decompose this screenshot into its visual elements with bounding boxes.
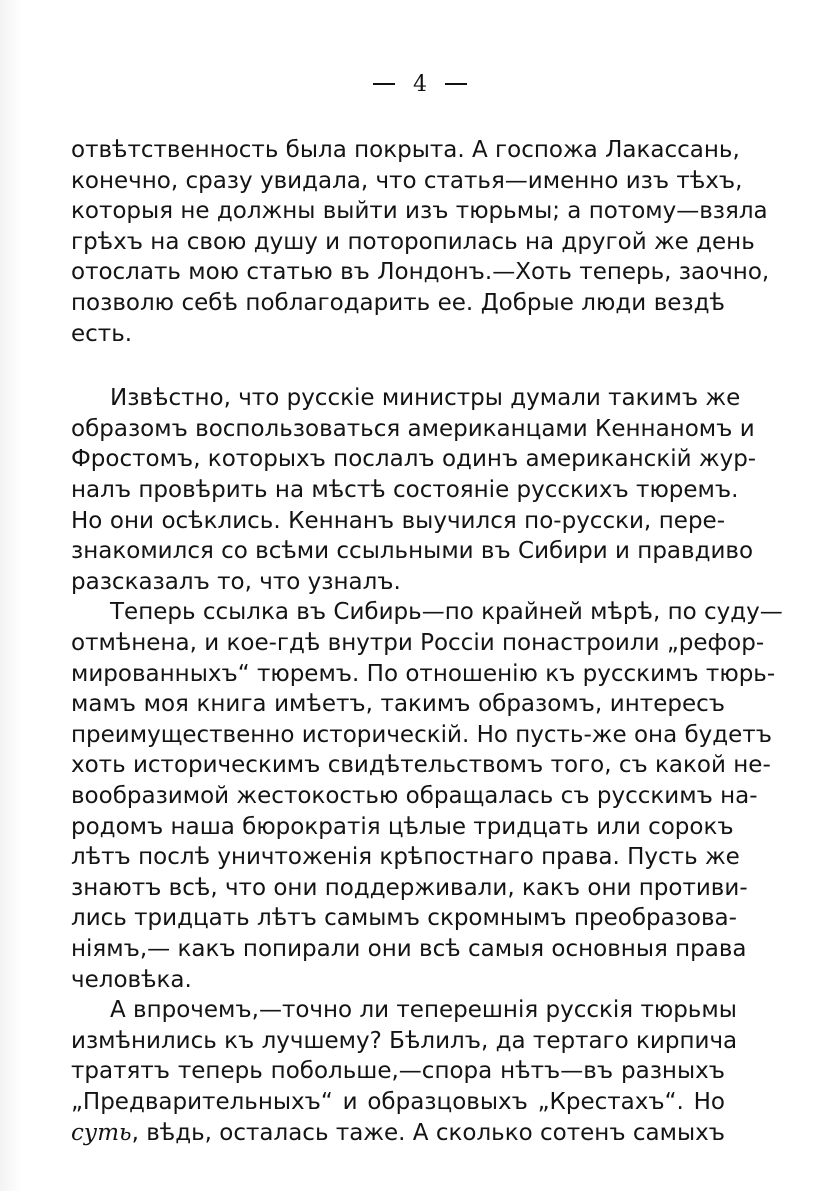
text-line: отвѣтственность была покрыта. А госпожа Лакассань, bbox=[71, 137, 740, 163]
text-line: отослать мою статью въ Лондонъ.—Хоть теперь, заочно, bbox=[71, 259, 770, 285]
text-line: конечно, сразу увидала, что статья—именно изъ тѣхъ, bbox=[71, 168, 743, 194]
text-line: Извѣстно, что русскіе министры думали такимъ же bbox=[110, 385, 741, 411]
text-line: знакомился со всѣми ссыльными въ Сибири и правдиво bbox=[71, 538, 754, 564]
text-line: „Предварительныхъ“ и образцовыхъ „Крестахъ“. Но bbox=[71, 1089, 725, 1115]
text-line: Фростомъ, которыхъ послалъ одинъ американскій жур- bbox=[71, 446, 757, 472]
page-number: 4 bbox=[413, 72, 427, 97]
text-line: образомъ воспользоваться американцами Кеннаномъ и bbox=[71, 416, 755, 442]
text-line bbox=[71, 1118, 725, 1149]
text-line: Теперь ссылка въ Сибирь—по крайней мѣрѣ, по суду— bbox=[110, 599, 783, 625]
text-line: Но они осѣклись. Кеннанъ выучился по-русски, пере- bbox=[71, 508, 725, 534]
text-line: хоть историческимъ свидѣтельствомъ того, съ какой не- bbox=[71, 752, 771, 778]
text-line: мированныхъ“ тюремъ. По отношенію къ русскимъ тюрь- bbox=[71, 661, 776, 687]
text-line: позволю себѣ поблагодарить ее. Добрые люди вездѣ bbox=[71, 290, 725, 316]
text-line: отмѣнена, и кое-гдѣ внутри Россіи понастроили „рефор- bbox=[71, 630, 765, 656]
header-dash-left bbox=[373, 83, 395, 85]
text-line: лѣтъ послѣ уничтоженія крѣпостнаго права. Пусть же bbox=[71, 844, 740, 870]
text-line: вообразимой жестокостью обращалась съ русскимъ на- bbox=[71, 783, 758, 809]
text-line: измѣнились къ лучшему? Бѣлилъ, да тертаго кирпича bbox=[71, 1028, 738, 1054]
text-line: разсказалъ то, что узналъ. bbox=[71, 569, 401, 595]
text-line: преимущественно историческій. Но пусть-же она будетъ bbox=[71, 722, 772, 748]
text-line: ніямъ,— какъ попирали они всѣ самыя основныя права bbox=[71, 936, 747, 962]
text-line: есть. bbox=[71, 321, 133, 347]
text-line: тратятъ теперь побольше,—спора нѣтъ—въ разныхъ bbox=[71, 1058, 725, 1084]
text-line: которыя не должны выйти изъ тюрьмы; а потому—взяла bbox=[71, 198, 768, 224]
text-line: А впрочемъ,—точно ли теперешнія русскія тюрьмы bbox=[110, 997, 737, 1023]
text-line: грѣхъ на свою душу и поторопилась на другой же день bbox=[71, 229, 755, 255]
text-line: родомъ наша бюрократія цѣлые тридцать или сорокъ bbox=[71, 814, 734, 840]
text-line: лись тридцать лѣтъ самымъ скромнымъ преобразова- bbox=[71, 905, 737, 931]
text-line: знаютъ всѣ, что они поддерживали, какъ они противи- bbox=[71, 875, 748, 901]
header-dash-right bbox=[445, 83, 467, 85]
text-line: налъ провѣрить на мѣстѣ состояніе русскихъ тюремъ. bbox=[71, 477, 739, 503]
page-edge-shadow bbox=[0, 0, 22, 1191]
text-line: человѣка. bbox=[71, 967, 192, 993]
page-number-header bbox=[0, 72, 840, 97]
text-line: мамъ моя книга имѣетъ, такимъ образомъ, интересъ bbox=[71, 691, 725, 717]
emphasized-word: суть bbox=[71, 1120, 132, 1146]
text-line-rest: , вѣдь, осталась таже. А сколько сотенъ самыхъ bbox=[131, 1120, 725, 1146]
